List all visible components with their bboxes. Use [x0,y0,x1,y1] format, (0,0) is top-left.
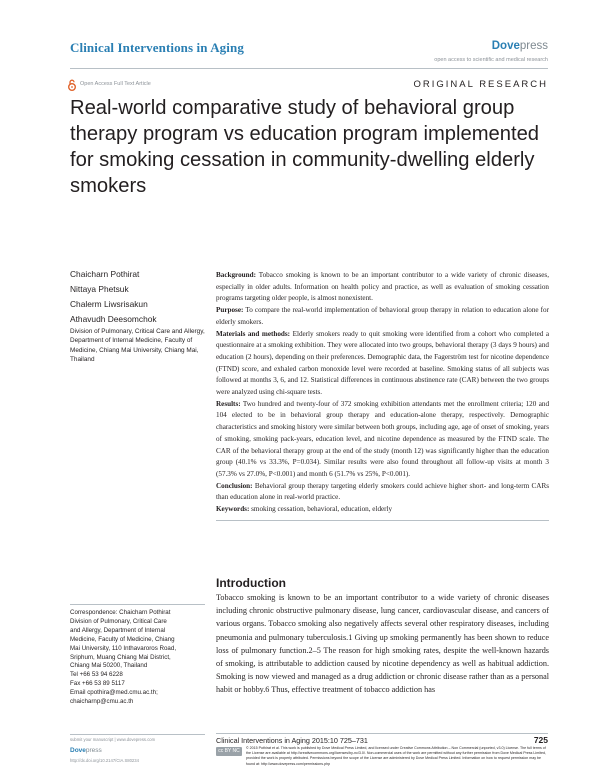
header-divider [70,68,548,69]
abstract-keywords: Keywords: smoking cessation, behavioral, education, elderly [216,505,393,514]
correspondence-phone: Tel +66 53 94 6228 [70,671,123,679]
footer-divider [216,733,548,734]
section-heading-introduction: Introduction [216,576,286,590]
abstract-results: Results: Two hundred and twenty-four of 372 smoking exhibition attendants met the enrollment criteria; 120 and 104 elected to be in behavioral group therapy and education-alone therapy, respectively. Demographic characteristics and smoking history were similar between both groups, including age, age of onset of smoking, years of smoking, smoking pack-years, education level, and nicotine dependence as measured by the FTND scale. The CAR of the behavioral therapy group at the end of the study (month 12) was significantly higher than the education group (40.1% vs 33.3%, P=0.034). Similar results were also found throughout all follow-up visits at month 3 (57.3% vs 27.0%, P<0.001) and month 6 (51.7% vs 25%, P<0.001). [216,399,550,478]
correspondence-line: and Allergy, Department of Internal [70,626,166,634]
correspondence-line: Medicine, Faculty of Medicine, Chiang [70,635,175,643]
correspondence-divider [70,604,205,605]
correspondence-line: Chiang Mai 50200, Thailand [70,662,148,670]
correspondence-line: Correspondence: Chaicharn Pothirat [70,609,171,616]
correspondence-line: Mai University, 110 Inthavaroros Road, [70,644,177,652]
abstract-label: Purpose: [216,306,244,315]
abstract-methods: Materials and methods: Elderly smokers ready to quit smoking were identified from a cohort who completed a questionnaire at a smoking exhibition. They were allocated into two groups, behavioral therapy (3 days 9 hours) and education (2 hours), depending on their preferences. Demographic data, the Fagerström test for nicotine dependence (FTND) score, and exhaled carbon monoxide level were recorded at baseline. Smoking status of all subjects was followed at months 3, 6, and 12. Statistical differences in continuous abstinence rate (CAR) between the two groups were analyzed using chi-square tests. [216,329,549,397]
publisher-logo[interactable] [492,40,548,52]
abstract-background: Background: Tobacco smoking is known to be an important contributor to a wide variety of chronic diseases, especially in older adults. Information on health policy and practice, as well as evaluation of smoking cessation programs targeting older people, is almost nonexistent. [216,271,549,303]
footer-citation: Clinical Interventions in Aging 2015:10 725–731 [216,736,368,745]
abstract-label: Background: [216,271,256,279]
correspondence-block [70,609,210,707]
article-title: Real-world comparative study of behavioral group therapy program vs education program implemented for smoking cessation in community-dwelling elderly smokers [70,97,540,197]
abstract-conclusion: Conclusion: Behavioral group therapy targeting elderly smokers could achieve higher short- and long-term CARs than education alone in real-world practice. [216,481,549,502]
author-name[interactable]: Athavudh Deesomchok [70,314,157,324]
page-number: 725 [533,735,548,745]
submit-manuscript-link[interactable]: submit your manuscript | www.dovepress.com [70,737,156,742]
section-label: ORIGINAL RESEARCH [413,79,548,90]
correspondence-line: Sriphum, Muang Chiang Mai District, [70,653,171,661]
publisher-name-bold: Dove [491,40,520,52]
author-list [70,267,157,327]
license-text: © 2015 Pothirat et al. This work is published by Dove Medical Press Limited, and licensed under Creative Commons Attribution – Non Commercial (unported, v3.0) License. The full terms of the License are available at http://creativecommons.org/licenses/by-nc/3.0/. Non-commercial uses of the work are permitted without any further permission from Dove Medical Press Limited, provided the work is properly attributed. Permissions beyond the scope of the License are administered by Dove Medical Press Limited. Information on how to request permission may be found at: http://www.dovepress.com/permissions.php [246,746,547,766]
open-access-icon [67,79,77,91]
author-name[interactable]: Chaicharn Pothirat [70,269,140,279]
journal-title[interactable]: Clinical Interventions in Aging [70,40,244,55]
creative-commons-badge[interactable]: cc BY NC [216,747,242,756]
correspondence-email[interactable]: chaicharnp@cmu.ac.th [70,698,134,706]
abstract-label: Conclusion: [216,481,253,490]
correspondence-line: Division of Pulmonary, Critical Care [70,617,167,625]
open-access-label: Open Access Full Text Article [80,81,151,87]
footer-publisher-logo[interactable]: Dovepress [70,747,102,754]
abstract-label: Keywords: [216,505,250,514]
abstract [216,270,549,521]
publisher-tagline: open access to scientific and medical research [434,57,548,63]
footer-divider-left [70,734,205,735]
abstract-label: Results: [216,399,241,408]
introduction-body: Tobacco smoking is known to be an important contributor to a wide variety of chronic diseases including chronic obstructive pulmonary disease, lung cancer, cardiovascular disease, and cancers of various organs. Tobacco smoking also negatively affects several other respiratory diseases, including pneumonia and pulmonary tuberculosis.1 Giving up smoking permanently has been shown to reduce loss of pulmonary function.2–5 The reason for high smoking rates, despite the well-known hazards of smoking, is attributable to addiction caused by nicotine dependency as well as habitual addiction. Smoking is now viewed and managed as a drug addiction or chronic disease rather than as a personal habit or hobby.6 Thus, effective treatment of tobacco addiction has [216,593,549,695]
correspondence-fax: Fax +66 53 89 5117 [70,680,125,688]
correspondence-email[interactable]: Email cpothira@med.cmu.ac.th; [70,689,158,697]
author-name[interactable]: Chalerm Liwsrisakun [70,299,148,309]
publisher-name-light: press [519,40,548,52]
author-name[interactable]: Nittaya Phetsuk [70,284,129,294]
abstract-label: Materials and methods: [216,329,291,338]
doi-link[interactable]: http://dx.doi.org/10.2147/CIA.S80234 [70,758,139,763]
author-affiliation: Division of Pulmonary, Critical Care and Allergy, Department of Internal Medicine, Faculty of Medicine, Chiang Mai University, Chiang Mai, Thailand [70,328,205,364]
abstract-purpose: Purpose: To compare the real-world implementation of behavioral group therapy in relation to education alone for elderly smokers. [216,306,550,326]
